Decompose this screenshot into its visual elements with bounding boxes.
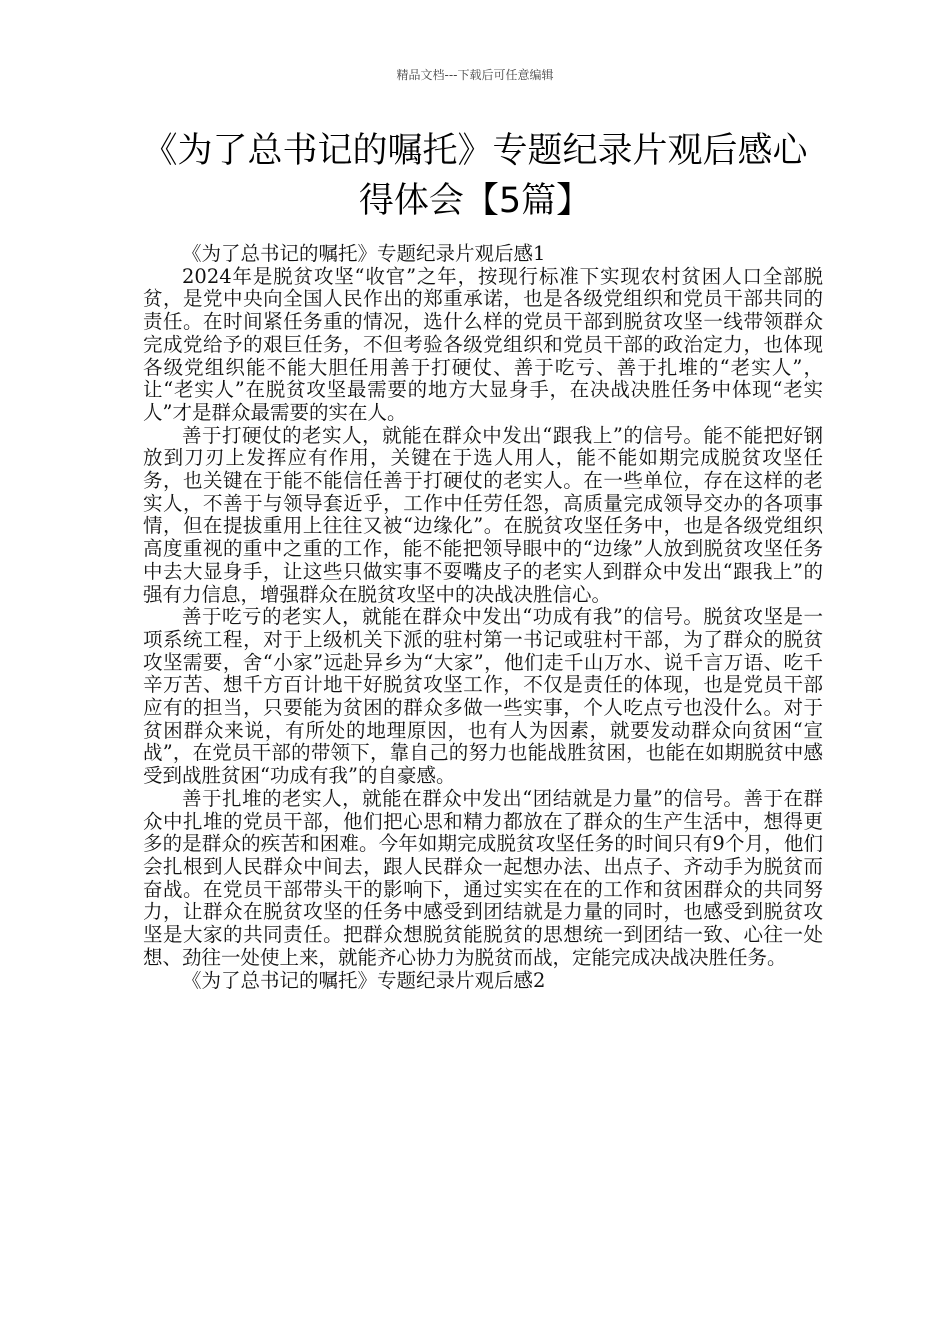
body-paragraph: 2024年是脱贫攻坚“收官”之年，按现行标准下实现农村贫困人口全部脱贫，是党中央向全国人民作出的郑重承诺，也是各级党组织和党员干部共同的责任。在时间紧任务重的情况，选什么样的党员干部到脱贫攻坚一线带领群众完成党给予的艰巨任务，不但考验各级党组织和党员干部的政治定力，也体现各级党组织能不能大胆任用善于打硬仗、善于吃亏、善于扎堆的“老实人”，让“老实人”在脱贫攻坚最需要的地方大显身手，在决战决胜任务中体现“老实人”才是群众最需要的实在人。 xyxy=(143,264,823,424)
header-note: 精品文档---下载后可任意编辑 xyxy=(396,68,554,82)
body-paragraph: 善于吃亏的老实人，就能在群众中发出“功成有我”的信号。脱贫攻坚是一项系统工程，对于上级机关下派的驻村第一书记或驻村干部，为了群众的脱贫攻坚需要，舍“小家”远赴异乡为“大家”，他们走千山万水、说千言万语、吃千辛万苦、想千方百计地干好脱贫攻坚工作，不仅是责任的体现，也是党员干部应有的担当，只要能为贫困的群众多做一些实事，个人吃点亏也没什么。对于贫困群众来说，有所处的地理原因，也有人为因素，就要发动群众向贫困“宣战”，在党员干部的带领下，靠自己的努力也能战胜贫困，也能在如期脱贫中感受到战胜贫困“功成有我”的自豪感。 xyxy=(143,605,823,788)
document-title: 《为了总书记的嘱托》专题纪录片观后感心得体会【5篇】 xyxy=(142,131,808,221)
body-paragraph: 善于打硬仗的老实人，就能在群众中发出“跟我上”的信号。能不能把好钢放到刀刃上发挥应有作用，关键在于选人用人，能不能如期完成脱贫攻坚任务，也关键在于能不能信任善于打硬仗的老实人。在一些单位，存在这样的老实人，不善于与领导套近乎，工作中任劳任怨，高质量完成领导交办的各项事情，但在提拔重用上往往又被“边缘化”。在脱贫攻坚任务中，也是各级党组织高度重视的重中之重的工作，能不能把领导眼中的“边缘”人放到脱贫攻坚任务中去大显身手，让这些只做实事不耍嘴皮子的老实人到群众中发出“跟我上”的强有力信息，增强群众在脱贫攻坚中的决战决胜信心。 xyxy=(143,423,823,606)
document-body xyxy=(143,243,823,992)
section-heading: 《为了总书记的嘱托》专题纪录片观后感1 xyxy=(182,242,546,265)
body-paragraph: 善于扎堆的老实人，就能在群众中发出“团结就是力量”的信号。善于在群众中扎堆的党员干部，他们把心思和精力都放在了群众的生产生活中，想得更多的是群众的疾苦和困难。今年如期完成脱贫攻坚任务的时间只有9个月，他们会扎根到人民群众中间去，跟人民群众一起想办法、出点子、齐动手为脱贫而奋战。在党员干部带头干的影响下，通过实实在在的工作和贫困群众的共同努力，让群众在脱贫攻坚的任务中感受到团结就是力量的同时，也感受到脱贫攻坚是大家的共同责任。把群众想脱贫能脱贫的思想统一到团结一致、心往一处想、劲往一处使上来，就能齐心协力为脱贫而战，定能完成决战决胜任务。 xyxy=(143,786,823,969)
section-heading: 《为了总书记的嘱托》专题纪录片观后感2 xyxy=(182,968,546,992)
